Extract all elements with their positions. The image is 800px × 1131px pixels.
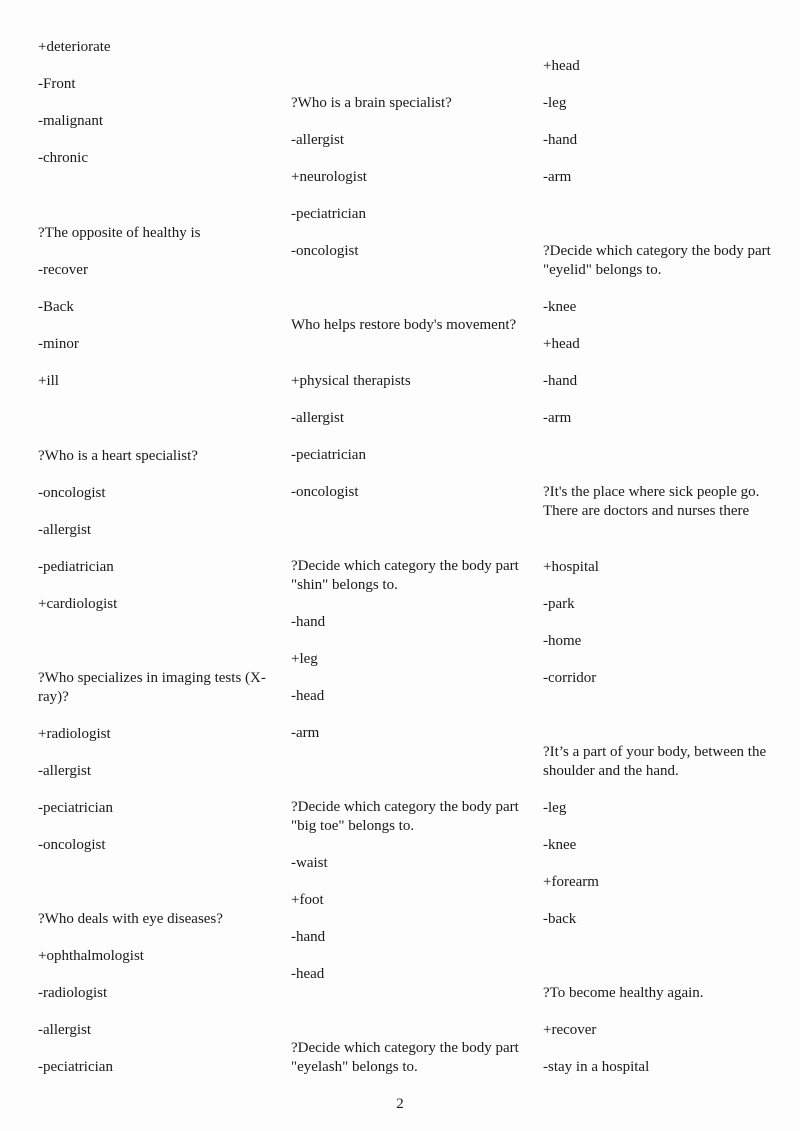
answer-option: -arm	[291, 725, 320, 741]
question-text: ?The opposite of healthy is	[38, 225, 201, 241]
answer-option: -hand	[291, 614, 326, 630]
question-text: ?To become healthy again.	[543, 985, 704, 1001]
answer-option: -park	[543, 596, 575, 612]
question-text: ?It’s a part of your body, between the shoulder and the hand.	[543, 744, 767, 779]
answer-option: +physical therapists	[291, 373, 411, 389]
answer-option: +leg	[291, 651, 318, 667]
question-text: ?It's the place where sick people go. There are doctors and nurses there	[543, 484, 760, 519]
question-text: ?Decide which category the body part "shin" belongs to.	[291, 558, 519, 593]
question-text: ?Who specializes in imaging tests (X-ray)?	[38, 670, 266, 705]
answer-option: -corridor	[543, 670, 597, 686]
answer-option: -leg	[543, 95, 567, 111]
answer-option: -knee	[543, 299, 577, 315]
answer-option: -leg	[543, 800, 567, 816]
answer-option: -radiologist	[38, 985, 108, 1001]
answer-option: -oncologist	[291, 243, 359, 259]
answer-option: -arm	[543, 169, 572, 185]
column-right	[543, 0, 775, 1100]
question-text: ?Decide which category the body part "eyelid" belongs to.	[543, 243, 771, 278]
answer-option: +head	[543, 58, 580, 74]
answer-option: -waist	[291, 855, 328, 871]
answer-option: -allergist	[291, 410, 345, 426]
answer-option: +ill	[38, 373, 59, 389]
answer-option: -stay in a hospital	[543, 1059, 650, 1075]
answer-option: +recover	[543, 1022, 597, 1038]
answer-option: -arm	[543, 410, 572, 426]
question-text: ?Who is a brain specialist?	[291, 95, 452, 111]
answer-option: -recover	[38, 262, 88, 278]
column-middle	[291, 0, 523, 1100]
answer-option: -minor	[38, 336, 79, 352]
answer-option: -allergist	[38, 522, 92, 538]
answer-option: -head	[291, 966, 325, 982]
answer-option: -pediatrician	[38, 559, 114, 575]
answer-option: -oncologist	[291, 484, 359, 500]
question-text: ?Who is a heart specialist?	[38, 448, 198, 464]
answer-option: -hand	[543, 373, 578, 389]
answer-option: -home	[543, 633, 582, 649]
answer-option: -allergist	[38, 763, 92, 779]
answer-option: -hand	[543, 132, 578, 148]
answer-option: -peciatrician	[38, 800, 113, 816]
question-text: ?Who deals with eye diseases?	[38, 911, 223, 927]
answer-option: -hand	[291, 929, 326, 945]
answer-option: -malignant	[38, 113, 103, 129]
answer-option: +foot	[291, 892, 324, 908]
answer-option: -oncologist	[38, 837, 106, 853]
answer-option: -Front	[38, 76, 76, 92]
answer-option: -back	[543, 911, 577, 927]
question-text: Who helps restore body's movement?	[291, 317, 517, 333]
answer-option: -allergist	[38, 1022, 92, 1038]
answer-option: -peciatrician	[38, 1059, 113, 1075]
question-text: ?Decide which category the body part "big toe" belongs to.	[291, 799, 519, 834]
answer-option: -Back	[38, 299, 74, 315]
answer-option: -allergist	[291, 132, 345, 148]
answer-option: -knee	[543, 837, 577, 853]
question-text: ?Decide which category the body part "eyelash" belongs to.	[291, 1040, 519, 1075]
answer-option: -peciatrician	[291, 206, 366, 222]
answer-option: +head	[543, 336, 580, 352]
column-left	[38, 0, 270, 1100]
answer-option: -peciatrician	[291, 447, 366, 463]
answer-option: +hospital	[543, 559, 599, 575]
answer-option: +forearm	[543, 874, 599, 890]
answer-option: +ophthalmologist	[38, 948, 144, 964]
answer-option: +deteriorate	[38, 39, 111, 55]
answer-option: -chronic	[38, 150, 88, 166]
answer-option: +neurologist	[291, 169, 367, 185]
answer-option: -head	[291, 688, 325, 704]
answer-option: +cardiologist	[38, 596, 118, 612]
answer-option: -oncologist	[38, 485, 106, 501]
answer-option: +radiologist	[38, 726, 111, 742]
page-number: 2	[396, 1096, 404, 1112]
